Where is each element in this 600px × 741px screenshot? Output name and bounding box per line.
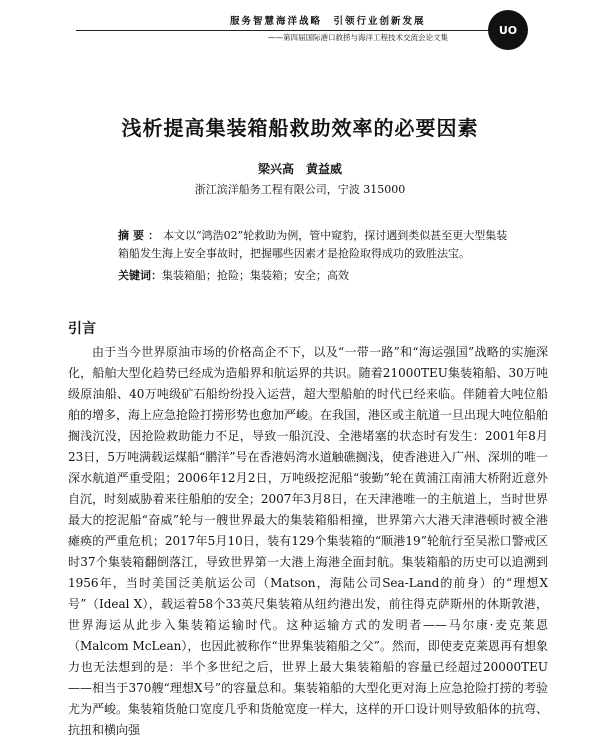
keywords [118, 267, 510, 283]
abstract [118, 227, 510, 263]
abstract-text: 本文以“鸿浩02”轮救助为例，管中窥豹，探讨遇到类似甚至更大型集装箱船发生海上安全事故时，把握哪些因素才是抢险取得成功的致胜法宝。 [118, 229, 508, 260]
paper-affiliation: 浙江滨洋船务工程有限公司，宁波 315000 [194, 183, 406, 196]
logo-text: UO [498, 23, 518, 37]
conference-logo-icon [488, 10, 528, 50]
paper-title: 浅析提高集装箱船救助效率的必要因素 [121, 116, 479, 140]
abstract-label: 摘要： [118, 229, 163, 242]
running-header [0, 0, 600, 50]
body-paragraph: 由于当今世界原油市场的价格高企不下，以及“一带一路”和“海运强国”战略的实施深化，船舶大型化趋势已经成为造船界和航运界的共识。随着21000TEU集装箱船、30万吨级原油船、40万吨级矿石船纷纷投入运营，超大型船舶的时代已经来临。伴随着大吨位船舶的增多，海上应急抢险打捞形势也愈加严峻。在我国，港区或主航道一旦出现大吨位船舶搁浅沉没，因抢险救助能力不足，导致一船沉没、全港堵塞的状态时有发生：2001年8月23日，5万吨满载运煤船“鹏洋”号在香港妈湾水道触礁搁浅，使香港进入广州、深圳的唯一深水航道严重受阻；2006年12月2日，万吨级挖泥船“骏勤”轮在黄浦江南浦大桥附近意外自沉，时刻威胁着来往船舶的安全；2007年3月8日，在天津港唯一的主航道上，当时世界最大的挖泥船“奋威”轮与一艘世界最大的集装箱船相撞，世界第六大港天津港顿时被全港瘫痪的严重危机；2017年5月10日，装有129个集装箱的“顺港19”轮航行至吴淞口警戒区时37个集装箱翻倒落江，导致世界第一大港上海港全面封航。集装箱船的历史可以追溯到1956年，当时美国泛美航运公司（Matson，海陆公司Sea-Land的前身）的“理想X号”（Ideal X），载运着58个33英尺集装箱从纽约港出发，前往得克萨斯州的休斯敦港，世界海运从此步入集装箱运输时代。这种运输方式的发明者——马尔康·麦克莱恩（Malcom McLean），也因此被称作“世界集装箱船之父”。然而，即使麦克莱恩再有想象力也无法想到的是：半个多世纪之后，世界上最大集装箱船的容量已经超过20000TEU——相当于370艘“理想X号”的容量总和。集装箱船的大型化更对海上应急抢险打捞的考验尤为严峻。集装箱货舱口宽度几乎和货舱宽度一样大，这样的开口设计则导致船体的抗弯、抗扭和横向强 [68, 345, 549, 737]
keywords-text: 集装箱船；抢险；集装箱；安全；高效 [162, 269, 349, 282]
keywords-label: 关键词： [118, 269, 162, 282]
paper-authors: 梁兴高 黄益威 [257, 162, 342, 176]
header-slogan: 服务智慧海洋战略 引领行业创新发展 [230, 16, 426, 27]
header-subtitle: ——第四届国际港口救捞与海洋工程技术交流会论文集 [268, 33, 448, 42]
header-rule [76, 30, 508, 31]
section-heading: 引言 [68, 321, 96, 337]
